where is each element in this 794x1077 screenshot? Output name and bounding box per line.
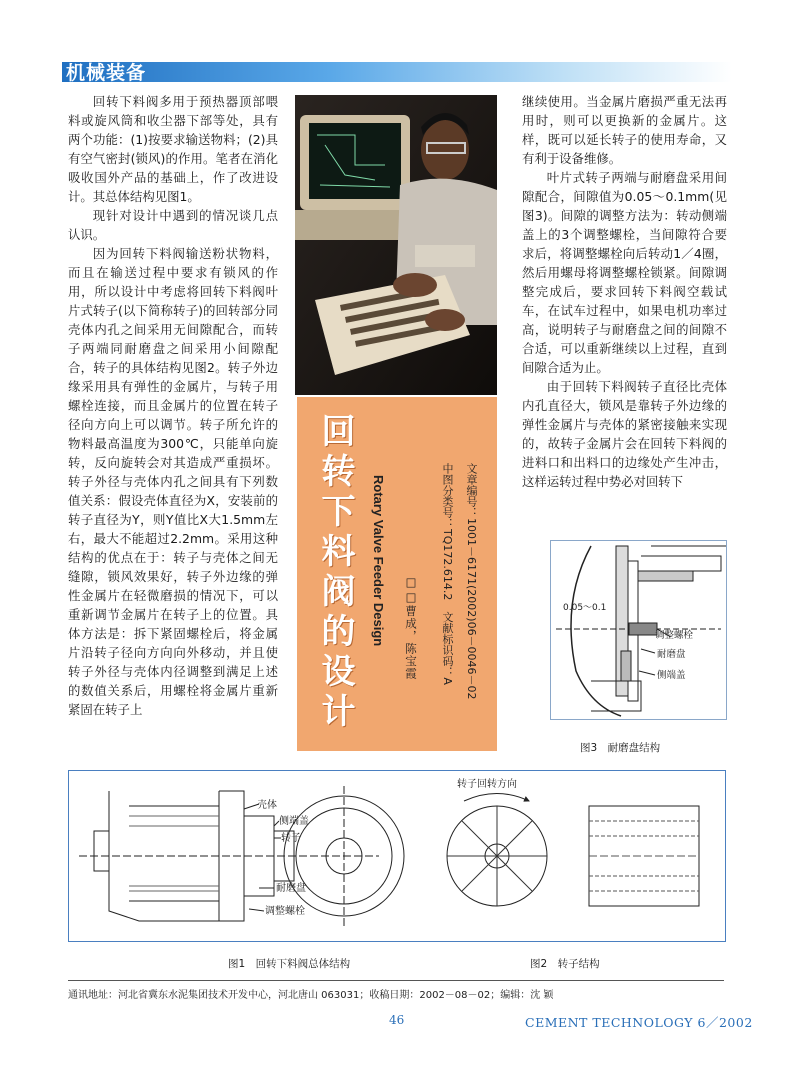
classification-code: 中图分类号：TQ172.614.2 文献标识码：A [441, 463, 454, 685]
header-band [62, 62, 732, 82]
figures-1-2-frame [68, 770, 726, 942]
rotor-label: 转子 [281, 833, 301, 844]
figure-1-caption: 图1 回转下料阀总体结构 [228, 958, 351, 970]
left-column [68, 92, 278, 719]
rotation-direction-label: 转子回转方向 [457, 779, 517, 790]
adjusting-bolt-label: 调整螺栓 [265, 906, 305, 917]
adjusting-bolt-label: 调整螺栓 [655, 630, 694, 641]
figure-3-caption: 图3 耐磨盘结构 [580, 742, 661, 754]
title-panel [297, 397, 497, 751]
article-number: 文章编号：1001－6171(2002)06－0046－02 [465, 463, 478, 700]
side-cover-label: 侧端盖 [657, 670, 686, 681]
article-title-english: Rotary Valve Feeder Design [371, 475, 386, 647]
photo-illustration [295, 95, 497, 395]
section-title: 机械装备 [66, 62, 147, 84]
right-column [522, 92, 727, 491]
footer-note: 通讯地址：河北省冀东水泥集团技术开发中心，河北唐山 063031；收稿日期：2002－08－02；编辑：沈 颖 [68, 990, 554, 1001]
shell-label: 壳体 [257, 800, 277, 811]
figures-1-2-drawing [69, 771, 725, 941]
engineer-computer-photo [295, 95, 497, 395]
paragraph: 回转下料阀多用于预热器顶部喂料或旋风筒和收尘器下部等处，具有两个功能：(1)按要求输送物料；(2)具有空气密封(锁风)的作用。笔者在消化吸收国外产品的基础上，作了改进设计。其总体结构见图1。 [68, 94, 278, 204]
paragraph: 因为回转下料阀输送粉状物料，而且在输送过程中要求有锁风的作用，所以设计中考虑将回转下料阀叶片式转子(以下简称转子)的回转部分同壳体内孔之间采用无间隙配合，而转子两端同耐磨盘之间采用小间隙配合，转子的具体结构见图2。转子外边缘采用具有弹性的金属片，与转子用螺栓连接，而且金属片的位置在转子径向方向上可以调节。转子所允许的物料最高温度为300℃，只能单向旋转，反向旋转会对其造成严重损坏。转子外径与壳体内孔之间具有下列数值关系：假设壳体直径为X，安装前的转子直径为Y，则Y值比X大1.5mm左右，最大不能超过2.2mm。采用这种结构的优点在于：转子与壳体之间无缝隙，锁风效果好，转子外边缘的弹性金属片在轻微磨损的情况下，可以重新调节金属片在转子上的位置。具体方法是：拆下紧固螺栓后，将金属片沿转子径向方向向外移动，并且使转子外径与壳体内径调整到满足上述的数值关系后，用螺栓将金属片重新紧固在转子上 [68, 246, 278, 717]
paragraph: 现针对设计中遇到的情况谈几点认识。 [68, 208, 278, 242]
footer-rule [68, 980, 724, 981]
journal-name: CEMENT TECHNOLOGY 6／2002 [525, 1015, 753, 1030]
paragraph: 由于回转下料阀转子直径比壳体内孔直径大，锁风是靠转子外边缘的弹性金属片与壳体的紧密接触来实现的，故转子金属片会在回转下料阀的进料口和出料口的边缘处产生冲击，这样运转过程中势必对回转下 [522, 379, 727, 489]
gap-label: 0.05～0.1 [563, 603, 607, 613]
figure-3-drawing [551, 541, 726, 719]
article-title: 回转下料阀的设计 [315, 413, 355, 733]
authors: □□曹成，陈宝霞 [404, 575, 418, 680]
paragraph: 继续使用。当金属片磨损严重无法再用时，则可以更换新的金属片。这样，既可以延长转子的使用寿命，又有利于设备维修。 [522, 94, 727, 166]
page-number: 46 [389, 1013, 405, 1027]
figure-2-caption: 图2 转子结构 [530, 958, 600, 970]
figure-3-wear-disc [550, 540, 727, 720]
wear-disc-label: 耐磨盘 [657, 649, 686, 660]
side-cover-label: 侧端盖 [279, 816, 309, 827]
wear-disc-label: 耐磨盘 [276, 883, 306, 894]
paragraph: 叶片式转子两端与耐磨盘采用间隙配合，间隙值为0.05～0.1mm(见图3)。间隙的调整方法为：转动侧端盖上的3个调整螺栓，当间隙符合要求后，将调整螺栓向后转动1／4圈，然后用螺母将调整螺栓锁紧。间隙调整完成后，要求回转下料阀空载试车，在试车过程中，如果电机功率过高，说明转子与耐磨盘之间的间隙不合适，可以重新继续以上过程，直到间隙合适为止。 [522, 170, 727, 375]
